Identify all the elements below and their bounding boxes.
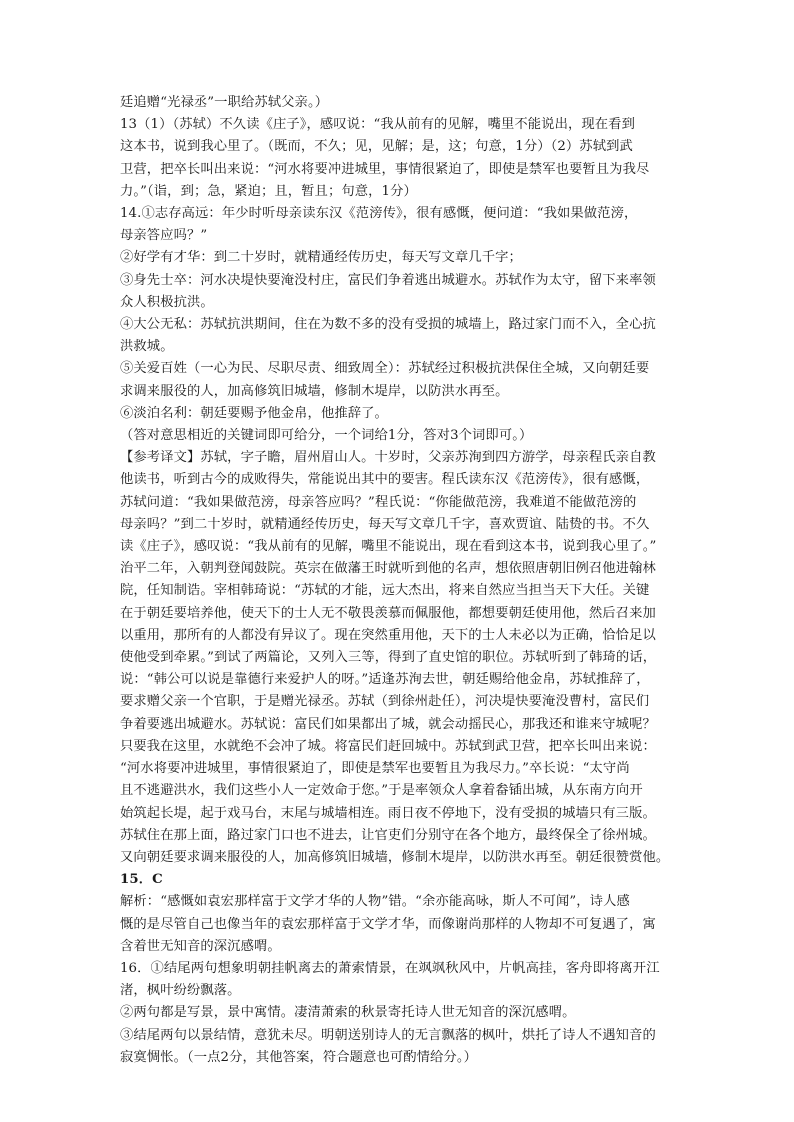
q13-line: 力。”（诣，到；急，紧迫；且，暂且；句意，1分） [120,183,417,199]
translation-line: 始筑起长堤，起于戏马台，末尾与城墙相连。雨日夜不停地下，没有受损的城墙只有三版。 [120,805,656,821]
translation-line: 苏轼住在那上面，路过家门口也不进去，让官吏们分别守在各个地方，最终保全了徐州城。 [120,827,656,843]
answer-16 [120,958,676,1069]
q14-line: 母亲答应吗？” [120,228,208,244]
translation-line: 使他受到牵累。”到试了两篇论，又列入三等，得到了直史馆的职位。苏轼听到了韩琦的话， [120,650,657,666]
answer-15-heading: 15．C [120,872,163,888]
translation-line: 以重用，那所有的人都没有异议了。现在突然重用他，天下的士人未必以为正确，恰恰足以 [120,627,656,643]
q14-line: ⑥淡泊名利：朝廷要赐予他金帛，他推辞了。 [120,405,388,421]
translation-line: 在于朝廷要培养他，使天下的士人无不敬畏羡慕而佩服他，都想要朝廷使用他，然后召来加 [120,605,656,621]
answer-15-explanation [120,891,676,958]
q14-line: ④大公无私：苏轼抗洪期间，住在为数不多的没有受损的城墙上，路过家门而不入，全心抗 [120,317,656,333]
translation-line: 又向朝廷要求调来服役的人，加高修筑旧城墙，修制木堤岸，以防洪水再至。朝廷很赞赏他。 [120,849,670,865]
translation-line: 治平二年，入朝判登闻鼓院。英宗在做藩王时就听到他的名声，想依照唐朝旧例召他进翰林 [120,561,656,577]
q14-line: ②好学有才华：到二十岁时，就精通经传历史，每天写文章几千字； [120,250,522,266]
q14-line: 求调来服役的人，加高修筑旧城墙，修制木堤岸，以防洪水再至。 [120,383,509,399]
q14-line: 14.①志存高远：年少时听母亲读东汉《范滂传》，很有感慨，便问道：“我如果做范滂， [120,206,638,222]
q16-line: 16．①结尾两句想象明朝挂帆离去的萧索情景，在飒飒秋风中，片帆高挂，客舟即将离开江 [120,960,660,976]
translation-line: 院，任知制诰。宰相韩琦说：“苏轼的才能，远大杰出，将来自然应当担当天下大任。关键 [120,583,650,599]
translation-line: 苏轼问道：“我如果做范滂，母亲答应吗？”程氏说：“你能做范滂，我难道不能做范滂的 [120,494,637,510]
continued-paragraph [120,92,676,114]
q14-line: ③身先士卒：河水决堤快要淹没村庄，富民们争着逃出城避水。苏轼作为太守，留下来率领 [120,272,656,288]
translation-line: 要求赠父亲一个官职，于是赠光禄丞。苏轼（到徐州赴任），河决堤快要淹没曹村，富民们 [120,694,650,710]
answer-14 [120,203,676,447]
q15-line: 慨的是尽管自己也像当年的袁宏那样富于文学才华，而像谢尚那样的人物却不可复遇了，寓 [120,916,656,932]
q13-line: 这本书，说到我心里了。（既而，不久；见，见解；是，这；句意，1分）（2）苏轼到武 [120,139,633,155]
q13-line: 卫营，把卒长叫出来说：“河水将要冲进城里，事情很紧迫了，即使是禁军也要暂且为我尽 [120,161,650,177]
q14-line: ⑤关爱百姓（一心为民、尽职尽责、细致周全）：苏轼经过积极抗洪保住全城，又向朝廷要 [120,361,650,377]
answer-document [120,92,676,1069]
translation-line: 读《庄子》，感叹说：“我从前有的见解，嘴里不能说出，现在看到这本书，说到我心里了。” [120,539,657,555]
translation-line: 争着要逃出城避水。苏轼说：富民们如果都出了城，就会动摇民心，那我还和谁来守城呢？ [120,716,656,732]
translation-line: 【参考译文】苏轼，字子瞻，眉州眉山人。十岁时，父亲苏洵到四方游学，母亲程氏亲自教 [120,450,656,466]
q14-line: 众人积极抗洪。 [120,294,214,310]
q16-line: 寂寞惆怅。（一点2分，其他答案，符合题意也可酌情给分。） [120,1049,477,1065]
translation-line: 母亲吗？”到二十岁时，就精通经传历史，每天写文章几千字，喜欢贾谊、陆贽的书。不久 [120,516,650,532]
q14-line: 洪救城。 [120,339,174,355]
q15-line: 含着世无知音的深沉感喟。 [120,938,281,954]
translation-line: 他读书，听到古今的成败得失，常能说出其中的要害。程氏读东汉《范滂传》，很有感慨， [120,472,650,488]
translation-line: 只要我在这里，水就绝不会冲了城。将富民们赶回城中。苏轼到武卫营，把卒长叫出来说： [120,738,656,754]
q16-line: 渚，枫叶纷纷飘落。 [120,983,241,999]
p0-line: 廷追赠“光禄丞”一职给苏轼父亲。） [120,95,329,110]
answer-13 [120,114,676,203]
translation-line: 且不逃避洪水，我们这些小人一定效命于您。”于是率领众人拿着畚锸出城，从东南方向开 [120,783,643,799]
translation-line: “河水将要冲进城里，事情很紧迫了，即使是禁军也要暂且为我尽力。”卒长说：“太守尚 [120,761,630,777]
q16-line: ②两句都是写景，景中寓情。凄清萧索的秋景寄托诗人世无知音的深沉感喟。 [120,1005,576,1021]
q14-line: （答对意思相近的关键词即可给分，一个词给1分，答对3个词即可。） [120,428,533,444]
translation-line: 说：“韩公可以说是靠德行来爱护人的呀。”适逢苏洵去世，朝廷赐给他金帛，苏轼推辞了， [120,672,650,688]
q15-line: 解析：“感慨如袁宏那样富于文学才华的人物”错。“余亦能高咏，斯人不可闻”，诗人感 [120,894,630,910]
reference-translation [120,447,676,869]
q13-line: 13（1）（苏轼）不久读《庄子》，感叹说：“我从前有的见解，嘴里不能说出，现在看到 [120,117,635,133]
q16-line: ③结尾两句以景结情，意犹未尽。明朝送别诗人的无言飘落的枫叶，烘托了诗人不遇知音的 [120,1027,656,1043]
